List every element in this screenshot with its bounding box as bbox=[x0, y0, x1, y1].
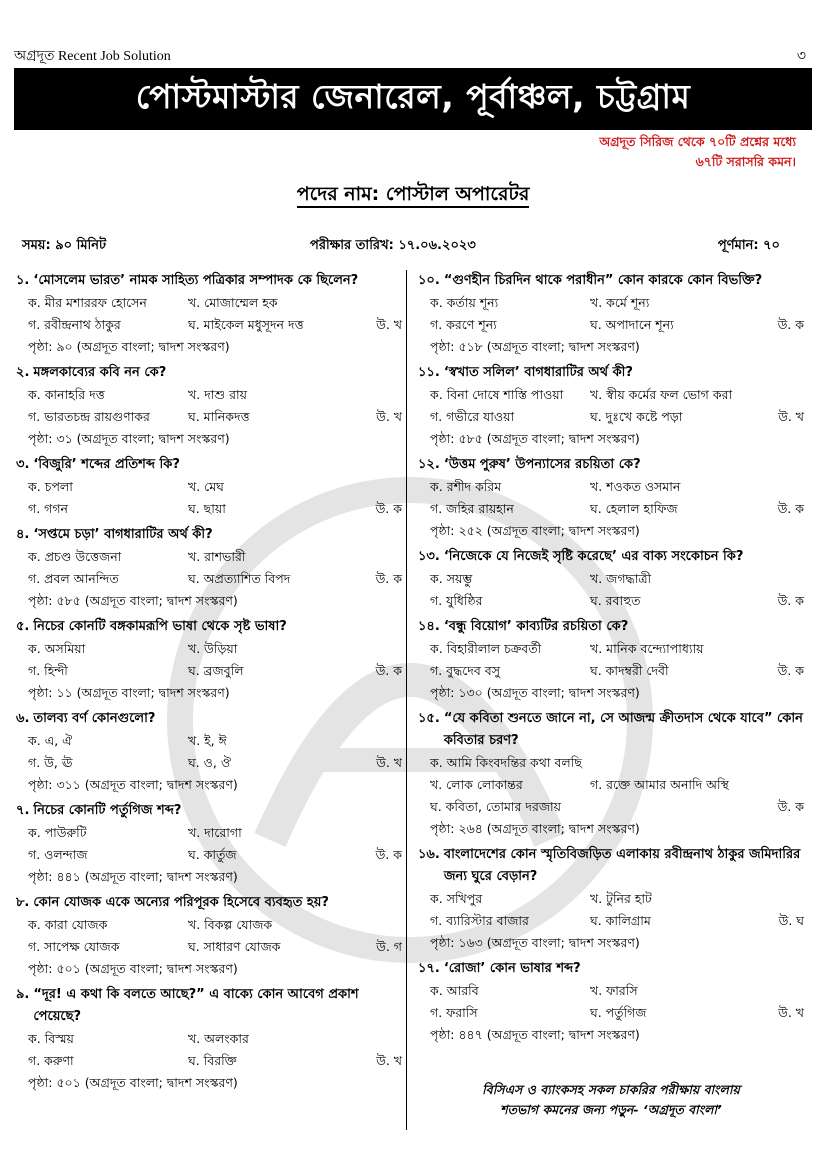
answer-key bbox=[362, 476, 402, 498]
option: খ. অলংকার bbox=[188, 1031, 249, 1046]
question-number: ১৩. bbox=[418, 549, 440, 564]
option: ঘ. পর্তুগিজ bbox=[590, 1005, 647, 1020]
option: ঘ. ছায়া bbox=[188, 501, 226, 516]
answer-key bbox=[362, 730, 402, 752]
option-row bbox=[16, 914, 402, 936]
answer-key: উ. গ bbox=[376, 939, 402, 954]
answer-key bbox=[362, 822, 402, 844]
option: ক. সয়ম্ভু bbox=[430, 571, 473, 586]
page-number: ৩ bbox=[796, 48, 806, 64]
answer-key bbox=[764, 476, 804, 498]
option: ক. বিনা দোষে শাস্তি পাওয়া bbox=[430, 387, 564, 402]
option: ক. রশীদ করিম bbox=[430, 479, 502, 494]
questions-left-column bbox=[16, 270, 402, 1098]
option-row bbox=[418, 910, 804, 932]
question-text: ‘রোজা’ কোন ভাষার শব্দ? bbox=[443, 961, 581, 976]
question-number: ৩. bbox=[16, 457, 30, 472]
option-row bbox=[418, 476, 804, 498]
question-item bbox=[16, 892, 402, 980]
answer-key bbox=[764, 292, 804, 314]
option: গ. ফরাসি bbox=[430, 1005, 478, 1020]
page-reference: পৃষ্ঠা: ৩১১ (অগ্রদূত বাংলা; দ্বাদশ সংস্করণ) bbox=[28, 777, 238, 792]
option: ক. চপলা bbox=[28, 479, 73, 494]
option-row bbox=[418, 568, 804, 590]
option: খ. মানিক বন্দ্যোপাধ্যায় bbox=[590, 641, 704, 656]
option: খ. লোক লোকান্তর bbox=[430, 777, 523, 792]
questions-right-column bbox=[418, 270, 804, 1050]
question-number: ৯. bbox=[16, 987, 30, 1002]
page-reference: পৃষ্ঠা: ১১ (অগ্রদূত বাংলা; দ্বাদশ সংস্করণ) bbox=[28, 685, 230, 700]
option: ক. প্রচণ্ড উত্তেজনা bbox=[28, 549, 122, 564]
question-stem bbox=[418, 362, 804, 384]
option: ঘ. কবিতা, তোমার দরজায় bbox=[430, 799, 562, 814]
option-row bbox=[418, 638, 804, 660]
question-number: ৭. bbox=[16, 803, 30, 818]
option: গ. রক্তে আমার অনাদি অস্থি bbox=[590, 777, 729, 792]
question-text: ‘বিজুরি’ শব্দের প্রতিশব্দ কি? bbox=[33, 457, 180, 472]
page-reference: পৃষ্ঠা: ৫৮৫ (অগ্রদূত বাংলা; দ্বাদশ সংস্করণ) bbox=[430, 431, 640, 446]
answer-key bbox=[362, 638, 402, 660]
option: গ. প্রবল আনন্দিত bbox=[28, 571, 119, 586]
answer-key: উ. ক bbox=[777, 593, 804, 608]
answer-key: উ. ক bbox=[375, 847, 402, 862]
question-item bbox=[16, 270, 402, 358]
page-reference: পৃষ্ঠা: ৫৮৫ (অগ্রদূত বাংলা; দ্বাদশ সংস্করণ) bbox=[28, 593, 238, 608]
option-row bbox=[418, 660, 804, 682]
option-row bbox=[418, 980, 804, 1002]
page-reference: পৃষ্ঠা: ১৬৩ (অগ্রদূত বাংলা; দ্বাদশ সংস্করণ) bbox=[430, 935, 640, 950]
option: ক. কর্তায় শূন্য bbox=[430, 295, 499, 310]
option: গ. রবীন্দ্রনাথ ঠাকুর bbox=[28, 317, 121, 332]
footer-note-line-1: বিসিএস ও ব্যাংকসহ সকল চাকরির পরীক্ষায় বাংলায় bbox=[482, 1082, 740, 1097]
answer-key bbox=[764, 638, 804, 660]
question-stem bbox=[16, 616, 402, 638]
question-item bbox=[418, 270, 804, 358]
question-number: ১০. bbox=[418, 273, 440, 288]
question-stem bbox=[16, 270, 402, 292]
answer-key bbox=[362, 1028, 402, 1050]
option: খ. জগদ্ধাত্রী bbox=[590, 571, 652, 586]
page-reference: পৃষ্ঠা: ৫০১ (অগ্রদূত বাংলা; দ্বাদশ সংস্করণ) bbox=[28, 1075, 238, 1090]
option: ঘ. কালিগ্রাম bbox=[590, 913, 651, 928]
answer-key: উ. ক bbox=[777, 663, 804, 678]
option: ঘ. বিরক্তি bbox=[188, 1053, 237, 1068]
option-row bbox=[418, 752, 804, 774]
option: ঘ. কাদম্বরী দেবী bbox=[590, 663, 669, 678]
question-number: ৬. bbox=[16, 711, 30, 726]
option-row bbox=[16, 546, 402, 568]
question-stem bbox=[418, 708, 804, 752]
answer-key: উ. ক bbox=[777, 501, 804, 516]
question-number: ১১. bbox=[418, 365, 440, 380]
option: গ. গগন bbox=[28, 501, 68, 516]
question-number: ৮. bbox=[16, 895, 30, 910]
question-item bbox=[418, 454, 804, 542]
option-row bbox=[16, 384, 402, 406]
question-item bbox=[16, 708, 402, 796]
question-text: ‘স্বখাত সলিল’ বাগধারাটির অর্থ কী? bbox=[443, 365, 633, 380]
question-item bbox=[418, 958, 804, 1046]
option: ক. বিস্ময় bbox=[28, 1031, 74, 1046]
question-item bbox=[418, 844, 804, 954]
option-row bbox=[16, 752, 402, 774]
option: খ. টুনির হাট bbox=[590, 891, 652, 906]
option: ঘ. ব্রজবুলি bbox=[188, 663, 244, 678]
question-text: ‘উত্তম পুরুষ’ উপন্যাসের রচয়িতা কে? bbox=[443, 457, 641, 472]
footer-note-line-2: শতভাগ কমনের জন্য পড়ুন- ‘অগ্রদূত বাংলা’ bbox=[500, 1102, 722, 1117]
question-number: ৪. bbox=[16, 527, 30, 542]
page-reference: পৃষ্ঠা: ১৩০ (অগ্রদূত বাংলা; দ্বাদশ সংস্করণ) bbox=[430, 685, 640, 700]
promo-line-1: অগ্রদূত সিরিজ থেকে ৭০টি প্রশ্নের মধ্যে bbox=[599, 134, 796, 149]
answer-key bbox=[362, 546, 402, 568]
option: খ. মোজাম্মেল হক bbox=[188, 295, 278, 310]
answer-key: উ. খ bbox=[376, 755, 402, 770]
answer-key bbox=[764, 384, 804, 406]
question-number: ২. bbox=[16, 365, 30, 380]
question-number: ১. bbox=[16, 273, 30, 288]
option: ঘ. দুঃখে কষ্টে পড়া bbox=[590, 409, 683, 424]
page-reference: পৃষ্ঠা: ৪৪৭ (অগ্রদূত বাংলা; দ্বাদশ সংস্করণ) bbox=[430, 1027, 640, 1042]
option: ঘ. অপ্রত্যাশিত বিপদ bbox=[188, 571, 291, 586]
question-stem bbox=[418, 454, 804, 476]
banner-title: পোস্টমাস্টার জেনারেল, পূর্বাঞ্চল, চট্টগ্রাম bbox=[14, 68, 812, 130]
post-title-text: পদের নাম: পোস্টাল অপারেটর bbox=[297, 183, 530, 208]
answer-key: উ. খ bbox=[376, 409, 402, 424]
option-row bbox=[418, 796, 804, 818]
option: গ. যুধিষ্ঠির bbox=[430, 593, 483, 608]
question-item bbox=[418, 362, 804, 450]
option: ঘ. কার্তুজ bbox=[188, 847, 237, 862]
question-stem bbox=[16, 362, 402, 384]
question-stem bbox=[418, 546, 804, 568]
question-item bbox=[16, 454, 402, 520]
question-item bbox=[418, 616, 804, 704]
question-number: ১৪. bbox=[418, 619, 440, 634]
option-row bbox=[16, 730, 402, 752]
exam-time: সময়: ৯০ মিনিট bbox=[22, 238, 107, 253]
option: খ. কর্মে শূন্য bbox=[590, 295, 650, 310]
page-reference: পৃষ্ঠা: ২৫২ (অগ্রদূত বাংলা; দ্বাদশ সংস্করণ) bbox=[430, 523, 640, 538]
answer-key: উ. ঘ bbox=[778, 913, 804, 928]
question-number: ১৫. bbox=[418, 711, 440, 726]
option: গ. গভীরে যাওয়া bbox=[430, 409, 515, 424]
page-reference: পৃষ্ঠা: ৪৪১ (অগ্রদূত বাংলা; দ্বাদশ সংস্করণ) bbox=[28, 869, 238, 884]
page-reference: পৃষ্ঠা: ৫০১ (অগ্রদূত বাংলা; দ্বাদশ সংস্করণ) bbox=[28, 961, 238, 976]
question-number: ১৬. bbox=[418, 847, 440, 862]
option: খ. শওকত ওসমান bbox=[590, 479, 681, 494]
footer-note bbox=[418, 1080, 804, 1120]
answer-key bbox=[764, 752, 804, 774]
question-item bbox=[418, 546, 804, 612]
answer-key: উ. ক bbox=[375, 663, 402, 678]
answer-key: উ. খ bbox=[376, 1053, 402, 1068]
option: গ. উ, ঊ bbox=[28, 755, 73, 770]
question-stem bbox=[418, 270, 804, 292]
option: গ. করুণা bbox=[28, 1053, 74, 1068]
top-line bbox=[14, 44, 812, 68]
option-row bbox=[16, 314, 402, 336]
option-row bbox=[16, 498, 402, 520]
option: ক. অসমিয়া bbox=[28, 641, 86, 656]
question-item bbox=[418, 708, 804, 840]
option-row bbox=[16, 822, 402, 844]
option: গ. ব্যারিস্টার বাজার bbox=[430, 913, 529, 928]
question-item bbox=[16, 616, 402, 704]
option-row bbox=[418, 406, 804, 428]
option-row bbox=[16, 476, 402, 498]
question-text: “যে কবিতা শুনতে জানে না, সে আজন্ম ক্রীতদাস থেকে যাবে” কোন কবিতার চরণ? bbox=[443, 711, 803, 748]
option: খ. ই, ঈ bbox=[188, 733, 227, 748]
post-title bbox=[0, 180, 826, 212]
exam-meta bbox=[22, 236, 780, 258]
option: খ. মেঘ bbox=[188, 479, 224, 494]
option: ক. কানাহরি দত্ত bbox=[28, 387, 105, 402]
answer-key bbox=[362, 292, 402, 314]
option-row bbox=[16, 568, 402, 590]
question-text: “দূর! এ কথা কি বলতে আছে?” এ বাক্যে কোন আবেগ প্রকাশ পেয়েছে? bbox=[33, 987, 359, 1024]
question-text: তালব্য বর্ণ কোনগুলো? bbox=[33, 711, 156, 726]
answer-key: উ. ক bbox=[777, 317, 804, 332]
question-number: ১৭. bbox=[418, 961, 440, 976]
option: গ. করণে শূন্য bbox=[430, 317, 497, 332]
option: ঘ. হেলাল হাফিজ bbox=[590, 501, 678, 516]
option-row bbox=[16, 844, 402, 866]
question-text: ‘সপ্তমে চড়া’ বাগধারাটির অর্থ কী? bbox=[33, 527, 213, 542]
exam-marks: পূর্ণমান: ৭০ bbox=[717, 238, 780, 253]
option-row bbox=[16, 638, 402, 660]
question-number: ৫. bbox=[16, 619, 30, 634]
option: খ. বিকল্প যোজক bbox=[188, 917, 273, 932]
option: ঘ. অপাদানে শূন্য bbox=[590, 317, 674, 332]
question-stem bbox=[16, 454, 402, 476]
question-number: ১২. bbox=[418, 457, 440, 472]
answer-key: উ. ক bbox=[375, 571, 402, 586]
question-stem bbox=[16, 524, 402, 546]
running-head: অগ্রদূত Recent Job Solution bbox=[14, 49, 171, 64]
question-text: ‘বন্ধু বিয়োগ’ কাব্যটির রচয়িতা কে? bbox=[443, 619, 629, 634]
answer-key bbox=[764, 888, 804, 910]
answer-key bbox=[362, 914, 402, 936]
option-row bbox=[16, 936, 402, 958]
question-item bbox=[16, 524, 402, 612]
option: গ. বুদ্ধদেব বসু bbox=[430, 663, 500, 678]
question-item bbox=[16, 800, 402, 888]
question-item bbox=[16, 984, 402, 1094]
question-stem bbox=[16, 984, 402, 1028]
option-row bbox=[16, 1028, 402, 1050]
answer-key bbox=[764, 774, 804, 796]
option: ক. সখিপুর bbox=[430, 891, 483, 906]
option: গ. হিন্দী bbox=[28, 663, 68, 678]
exam-date: পরীক্ষার তারিখ: ১৭.০৬.২০২৩ bbox=[310, 238, 476, 253]
option: ঘ. মাইকেল মধুসূদন দত্ত bbox=[188, 317, 304, 332]
answer-key bbox=[764, 568, 804, 590]
option: ঘ. ও, ঔ bbox=[188, 755, 232, 770]
option-row bbox=[418, 498, 804, 520]
option-row bbox=[418, 1002, 804, 1024]
question-item bbox=[16, 362, 402, 450]
promo-line-2: ৬৭টি সরাসরি কমন। bbox=[695, 154, 796, 169]
question-text: ‘মোসলেম ভারত’ নামক সাহিত্য পত্রিকার সম্পাদক কে ছিলেন? bbox=[33, 273, 359, 288]
option: খ. রাশভারী bbox=[188, 549, 246, 564]
answer-key: উ. ক bbox=[777, 799, 804, 814]
question-stem bbox=[418, 616, 804, 638]
page-reference: পৃষ্ঠা: ৩১ (অগ্রদূত বাংলা; দ্বাদশ সংস্করণ) bbox=[28, 431, 230, 446]
answer-key: উ. খ bbox=[376, 317, 402, 332]
option: গ. জহির রায়হান bbox=[430, 501, 514, 516]
option-row bbox=[418, 314, 804, 336]
answer-key: উ. ক bbox=[375, 501, 402, 516]
option: খ. দারোগা bbox=[188, 825, 242, 840]
option: ক. পাউরুটি bbox=[28, 825, 87, 840]
option-row bbox=[418, 384, 804, 406]
option-row bbox=[418, 590, 804, 612]
question-stem bbox=[16, 708, 402, 730]
option: ঘ. রবাহুত bbox=[590, 593, 641, 608]
option: খ. ফারসি bbox=[590, 983, 638, 998]
option: গ. ভারতচন্দ্র রায়গুণাকর bbox=[28, 409, 150, 424]
option-row bbox=[418, 888, 804, 910]
page-reference: পৃষ্ঠা: ৫১৮ (অগ্রদূত বাংলা; দ্বাদশ সংস্করণ) bbox=[430, 339, 640, 354]
option: গ. ওলন্দাজ bbox=[28, 847, 88, 862]
option: ঘ. মানিকদত্ত bbox=[188, 409, 250, 424]
question-stem bbox=[418, 958, 804, 980]
option-row bbox=[16, 406, 402, 428]
question-text: নিচের কোনটি পর্তুগিজ শব্দ? bbox=[33, 803, 182, 818]
option: ক. মীর মশাররফ হোসেন bbox=[28, 295, 147, 310]
option: খ. স্বীয় কর্মের ফল ভোগ করা bbox=[590, 387, 733, 402]
page-reference: পৃষ্ঠা: ৯০ (অগ্রদূত বাংলা; দ্বাদশ সংস্করণ) bbox=[28, 339, 230, 354]
option-row bbox=[418, 774, 804, 796]
answer-key bbox=[764, 980, 804, 1002]
question-stem bbox=[16, 800, 402, 822]
option-row bbox=[16, 292, 402, 314]
question-text: বাংলাদেশের কোন স্মৃতিবিজড়িত এলাকায় রবীন্দ্রনাথ ঠাকুর জমিদারির জন্য ঘুরে বেড়ান? bbox=[443, 847, 801, 884]
question-text: কোন যোজক একে অন্যের পরিপূরক হিসেবে ব্যবহৃত হয়? bbox=[33, 895, 329, 910]
option: ক. কারা যোজক bbox=[28, 917, 108, 932]
option: ক. বিহারীলাল চক্রবর্তী bbox=[430, 641, 542, 656]
question-text: “গুণহীন চিরদিন থাকে পরাধীন” কোন কারকে কোন বিভক্তি? bbox=[443, 273, 763, 288]
option: ক. এ, ঐ bbox=[28, 733, 73, 748]
question-stem bbox=[16, 892, 402, 914]
answer-key: উ. খ bbox=[778, 1005, 804, 1020]
option-row bbox=[16, 1050, 402, 1072]
option: খ. দাশু রায় bbox=[188, 387, 247, 402]
option: গ. সাপেক্ষ যোজক bbox=[28, 939, 120, 954]
question-text: মঙ্গলকাব্যের কবি নন কে? bbox=[33, 365, 167, 380]
answer-key: উ. খ bbox=[778, 409, 804, 424]
option: ঘ. সাধারণ যোজক bbox=[188, 939, 281, 954]
answer-key bbox=[362, 384, 402, 406]
option-row bbox=[16, 660, 402, 682]
column-divider bbox=[406, 270, 407, 1130]
page-reference: পৃষ্ঠা: ২৬৪ (অগ্রদূত বাংলা; দ্বাদশ সংস্করণ) bbox=[430, 821, 640, 836]
question-text: ‘নিজেকে যে নিজেই সৃষ্টি করেছে’ এর বাক্য সংকোচন কি? bbox=[443, 549, 744, 564]
promo-note bbox=[496, 132, 796, 172]
question-text: নিচের কোনটি বঙ্গকামরূপি ভাষা থেকে সৃষ্ট ভাষা? bbox=[33, 619, 287, 634]
option-row bbox=[418, 292, 804, 314]
question-stem bbox=[418, 844, 804, 888]
option: ক. আমি কিংবদন্তির কথা বলছি bbox=[430, 755, 582, 770]
option: ক. আরবি bbox=[430, 983, 479, 998]
option: খ. উড়িয়া bbox=[188, 641, 238, 656]
